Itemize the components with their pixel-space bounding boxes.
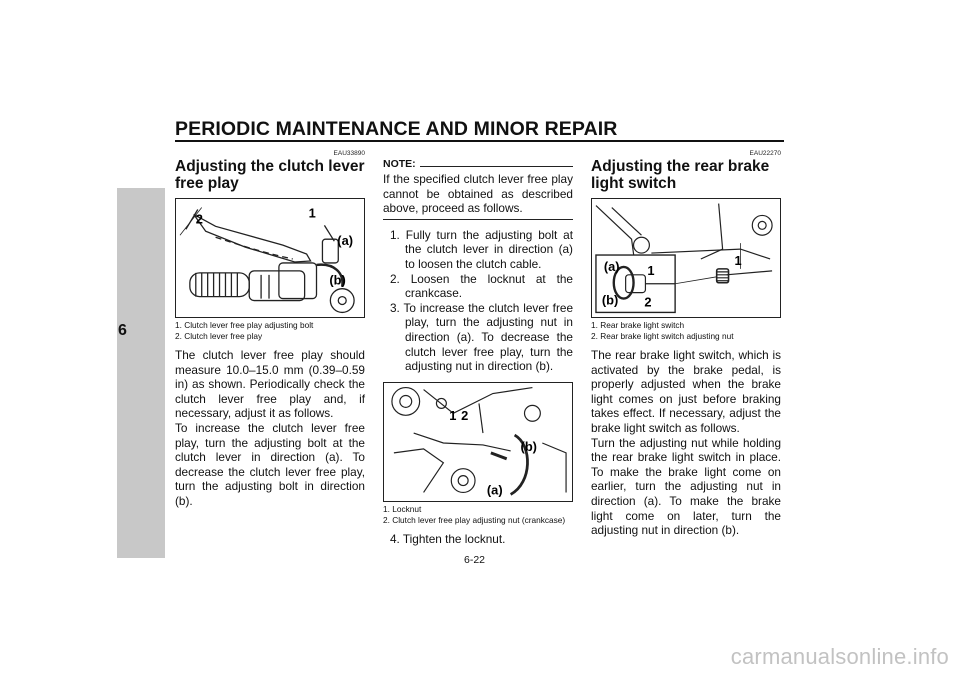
- body-paragraph: To increase the clutch lever free play, turn the adjusting bolt at the clutch lever in direction (a). To decrease the clutch lever free play, turn the adjusting bolt in direction (b).: [175, 420, 365, 508]
- crankcase-illustration: [384, 383, 572, 501]
- note-end-rule: [383, 219, 573, 220]
- figure-captions: [175, 320, 365, 342]
- step-item: 3. To increase the clutch lever free play, turn the adjusting nut in direction (a). To decrease the clutch lever free play, turn the adjusting nut in direction (b).: [390, 300, 573, 374]
- body-paragraph: Turn the adjusting nut while holding the rear brake light switch in place. To make the brake light come on earlier, turn the adjusting nut in direction (a). To make the brake light come on later, turn the adjusting nut in direction (b).: [591, 435, 781, 538]
- fig-label-1: 1: [308, 205, 316, 221]
- caption-item: 1. Locknut: [383, 503, 422, 514]
- step-item: 4. Tighten the locknut.: [390, 531, 506, 546]
- figure-captions: [383, 504, 573, 526]
- header-rule: [175, 140, 784, 142]
- fig-label-a: (a): [337, 233, 354, 249]
- fig-label-2: 2: [195, 211, 203, 227]
- step-item: 1. Fully turn the adjusting bolt at the clutch lever in direction (a) to loosen the clutch cable.: [390, 227, 573, 271]
- step-item: 2. Loosen the locknut at the crankcase.: [390, 271, 573, 301]
- caption-item: 1. Clutch lever free play adjusting bolt: [175, 320, 314, 330]
- clutch-lever-figure: [175, 198, 365, 318]
- right-column: [591, 150, 781, 538]
- fig-label-b: (b): [601, 292, 619, 308]
- chapter-tab-number: 6: [118, 322, 127, 339]
- note-label: NOTE:: [383, 158, 416, 170]
- page-header-title: PERIODIC MAINTENANCE AND MINOR REPAIR: [175, 118, 618, 140]
- note-text: If the specified clutch lever free play cannot be obtained as described above, proceed as follows.: [383, 172, 573, 216]
- caption-item: 2. Clutch lever free play: [175, 331, 263, 341]
- middle-column: [383, 158, 573, 546]
- figure-captions: [591, 320, 781, 342]
- note-header: [383, 158, 573, 170]
- section-code: EAU33890: [333, 150, 365, 157]
- page-number: 6-22: [464, 554, 486, 566]
- steps-list: [383, 228, 573, 374]
- fig-label-1: 1: [647, 262, 655, 278]
- brake-switch-figure: [591, 198, 781, 318]
- fig-label-b: (b): [329, 272, 346, 288]
- fig-label-1-main: 1: [734, 252, 742, 268]
- watermark: carmanualsonline.info: [730, 644, 949, 669]
- fig-label-2: 2: [644, 294, 652, 310]
- brake-switch-illustration: [592, 199, 780, 317]
- fig-label-a: (a): [486, 482, 503, 498]
- fig-label-2: 2: [461, 407, 469, 423]
- caption-item: 2. Clutch lever free play adjusting nut (crankcase): [383, 514, 566, 525]
- chapter-tab: [117, 188, 165, 558]
- clutch-lever-illustration: [176, 199, 364, 317]
- body-paragraph: The rear brake light switch, which is activated by the brake pedal, is properly adjusted when the brake light comes on just before braking takes effect. If necessary, adjust the brake light switch as follows.: [591, 348, 781, 435]
- section-code: EAU22270: [749, 150, 781, 157]
- section-title: Adjusting the rear brake light switch: [591, 158, 770, 192]
- note-rule: [420, 166, 573, 167]
- body-paragraph: The clutch lever free play should measure 10.0–15.0 mm (0.39–0.59 in) as shown. Periodically check the clutch lever free play and, if necessary, adjust it as follows.: [175, 348, 365, 421]
- caption-item: 2. Rear brake light switch adjusting nut: [591, 331, 734, 341]
- caption-item: 1. Rear brake light switch: [591, 320, 685, 330]
- left-column: [175, 150, 365, 509]
- fig-label-a: (a): [603, 258, 620, 274]
- crankcase-figure: [383, 382, 573, 502]
- fig-label-1: 1: [449, 407, 457, 423]
- section-title: Adjusting the clutch lever free play: [175, 158, 365, 192]
- fig-label-b: (b): [520, 438, 537, 454]
